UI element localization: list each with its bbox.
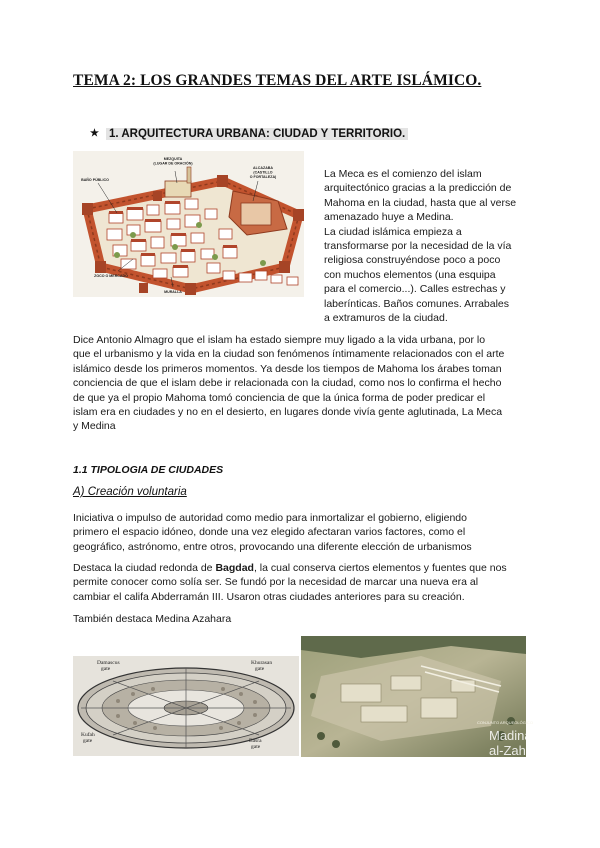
paragraph-line: islámico desde los primeros momentos. Ya desde los tiempos de Mahoma los árabes toman: [73, 362, 502, 375]
paragraph-line: y Medina: [73, 420, 116, 433]
label-kufah-gate: gate: [83, 738, 93, 744]
paragraph-line: Iniciativa o impulso de autoridad como medio para inmortalizar el gobierno, eligiendo: [73, 512, 467, 524]
photo-credit: CONJUNTO ARQUEOLÓGICO: [477, 720, 533, 725]
label-alcazaba-sub-2: O FORTALEZA): [249, 175, 277, 179]
section-heading-label: 1. ARQUITECTURA URBANA: CIUDAD Y TERRITORIO.: [106, 128, 408, 140]
intro-line: para el comercio...). Calles estrechas y: [324, 283, 506, 296]
intro-line: Mahoma en la ciudad, hasta que al verse: [324, 196, 517, 209]
label-alcazaba: ALCAZABA: [253, 166, 273, 170]
paragraph-line: de que ya el propio Mahoma tomó conciencia de que la única forma de poder predicar el: [73, 391, 486, 404]
bagdad-text-before: Destaca la ciudad redonda de: [73, 562, 216, 574]
paragraph-line: conciencia de que el islam debe ir relacionada con la ciudad, como nos lo confirma el hecho: [73, 377, 502, 390]
label-zoco: ZOCO O MERCADO: [94, 274, 128, 278]
document-title: TEMA 2: LOS GRANDES TEMAS DEL ARTE ISLÁMICO.: [73, 72, 482, 89]
label-mezquita: MEZQUITA: [163, 157, 183, 161]
label-damascus-gate: gate: [101, 666, 111, 672]
intro-line: a extramuros de la ciudad.: [324, 312, 448, 325]
label-kufah: Kufah: [81, 732, 95, 738]
paragraph-line: que el urbanismo y la vida en la ciudad son fenómenos íntimamente relacionados con el arte: [73, 348, 505, 361]
paragraph-line: geográfico, astrónomo, entre otros, provocando una diferente elección de urbanismos: [73, 540, 472, 553]
medina-azahara-paragraph: También destaca Medina Azahara: [73, 613, 232, 625]
paragraph-line: cambiar el califa Abderramán III. Usaron otras ciudades anteriores para su creación.: [73, 590, 465, 603]
photo-title-1: Madina: [489, 728, 532, 743]
star-bullet-icon: ★: [90, 128, 99, 139]
islamic-city-svg: [73, 151, 304, 297]
label-bano: BAÑO PÚBLICO: [81, 178, 109, 182]
intro-line: con muchos elementos (una esquipa: [324, 268, 496, 281]
photo-title-2: al-Zahra: [489, 743, 538, 758]
bagdad-bold: Bagdad: [215, 562, 254, 574]
creacion-voluntaria-paragraph: [73, 511, 531, 554]
baghdad-round-city-image: [73, 656, 299, 756]
section-heading: [90, 125, 408, 142]
paragraph-line: islam era en ciudades y no en el desierto, en lugares donde vivía gente aglutinada, La Meca: [73, 406, 503, 419]
islamic-city-illustration: [73, 151, 304, 297]
madinat-al-zahra-photo: [301, 636, 538, 758]
label-khurasan-gate: gate: [255, 666, 265, 672]
paragraph-line: permite conocer como solía ser. Se fundó por la necesidad de marcar una nueva era al: [73, 576, 479, 589]
intro-line: laberínticas. Baños comunes. Arrabales: [324, 297, 510, 310]
subsection-title: 1.1 TIPOLOGIA DE CIUDADES: [73, 464, 224, 476]
madinat-al-zahra-svg: [301, 636, 538, 758]
label-basra-gate: gate: [251, 744, 261, 750]
paragraph-line: Dice Antonio Almagro que el islam ha estado siempre muy ligado a la vida urbana, por lo: [73, 334, 486, 346]
bagdad-paragraph: [73, 561, 531, 604]
label-damascus: Damascus: [97, 660, 120, 666]
label-mezquita-sub: (LUGAR DE ORACIÓN): [153, 161, 193, 166]
label-basra: Basra: [249, 738, 262, 744]
intro-line: religiosa construyéndose poco a poco: [324, 254, 501, 267]
intro-line: La Meca es el comienzo del islam: [324, 168, 482, 180]
intro-line: transformarse por la necesidad de la vía: [324, 240, 512, 253]
label-alcazaba-sub-1: (CASTILLO: [253, 170, 273, 175]
label-muralla: MURALLA: [164, 290, 182, 294]
intro-line: La ciudad islámica empieza a: [324, 225, 462, 238]
label-khurasan: Khurasan: [251, 660, 273, 666]
baghdad-svg: [73, 656, 299, 756]
bagdad-text-after: , la cual conserva ciertos elementos y fuentes que nos: [253, 562, 507, 574]
intro-paragraph: [324, 167, 534, 325]
intro-line: arquitectónico gracias a la predicción de: [324, 182, 512, 195]
subsubsection-title: A) Creación voluntaria: [73, 486, 187, 498]
paragraph-line: primero el espacio idóneo, donde una vez elegido afectaran varios factores, como el: [73, 526, 466, 539]
intro-line: amenazado huye a Medina.: [324, 211, 454, 224]
almagro-paragraph: [73, 333, 531, 434]
